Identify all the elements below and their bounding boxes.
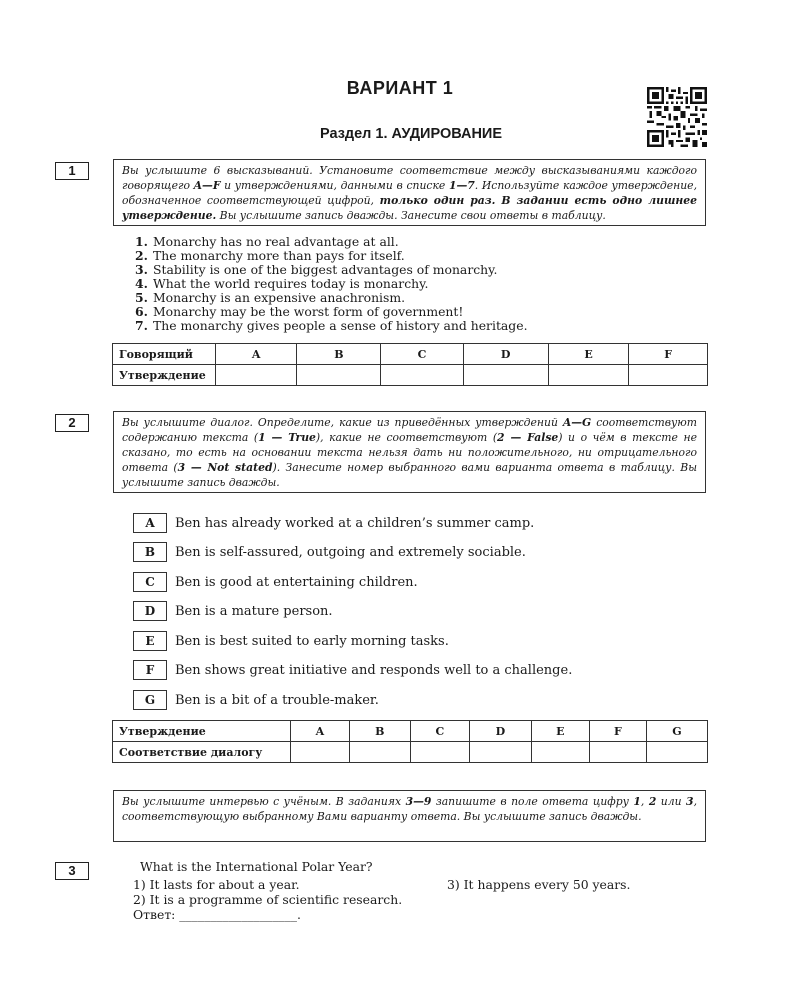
list-item: 7. The monarchy gives people a sense of history and heritage. <box>135 318 528 333</box>
statement-letter: A <box>133 513 167 533</box>
table-header-cell: F <box>629 344 708 365</box>
list-item: 2. The monarchy more than pays for itself. <box>135 248 405 263</box>
task-number-3: 3 <box>55 862 89 880</box>
answer-cell[interactable] <box>590 742 647 763</box>
answer-cell[interactable] <box>646 742 707 763</box>
table-header-cell: D <box>463 344 548 365</box>
table-header-cell: D <box>470 721 532 742</box>
answer-cell[interactable] <box>291 742 350 763</box>
qr-code-icon <box>647 87 707 147</box>
section-title: Раздел 1. АУДИРОВАНИЕ <box>319 126 503 142</box>
task2-answer-table <box>112 720 708 763</box>
answer-cell[interactable] <box>470 742 532 763</box>
list-item: 4. What the world requires today is monarchy. <box>135 276 429 291</box>
statement-letter: E <box>133 631 167 651</box>
table-header-cell: C <box>381 344 463 365</box>
statement-letter: F <box>133 660 167 680</box>
table-header-cell: A <box>291 721 350 742</box>
page-title: ВАРИАНТ 1 <box>346 78 454 98</box>
table-header-cell: B <box>349 721 410 742</box>
table-header-cell: F <box>590 721 647 742</box>
answer-cell[interactable] <box>349 742 410 763</box>
table-header-cell: Утверждение <box>113 721 291 742</box>
task3-question: What is the International Polar Year? <box>140 859 373 874</box>
list-item: F Ben shows great initiative and responds well to a challenge. <box>133 660 572 682</box>
statement-letter: C <box>133 572 167 592</box>
task-number-1: 1 <box>55 162 89 180</box>
list-item: 3. Stability is one of the biggest advantages of monarchy. <box>135 262 498 277</box>
task-number-2: 2 <box>55 414 89 432</box>
table-header-cell: B <box>297 344 381 365</box>
list-item: C Ben is good at entertaining children. <box>133 572 418 594</box>
table-row <box>113 721 708 742</box>
list-item: A Ben has already worked at a children’s summer camp. <box>133 513 534 535</box>
list-item: 1. Monarchy has no real advantage at all. <box>135 234 399 249</box>
answer-cell[interactable] <box>410 742 469 763</box>
table-header-cell: Утверждение <box>113 365 216 386</box>
table-header-cell: G <box>646 721 707 742</box>
statement-letter: D <box>133 601 167 621</box>
task3-option-2: 2) It is a programme of scientific research. <box>133 892 403 907</box>
task2-instruction: Вы услышите диалог. Определите, какие из приведённых утверждений A—G соответствуют содержанию текста (1 — True), какие не соответствуют (2 — False) и о чём в тексте не сказано, то есть на основании текста нельзя дать ни положительного, ни отрицательного ответа (3 — Not stated). Занесите номер выбранного вами варианта ответа в таблицу. Вы услышите запись дважды. <box>113 411 706 493</box>
table-header-cell: A <box>216 344 297 365</box>
statement-letter: B <box>133 542 167 562</box>
answer-cell[interactable] <box>216 365 297 386</box>
task3-option-1: 1) It lasts for about a year. <box>133 877 300 892</box>
list-item: B Ben is self-assured, outgoing and extremely sociable. <box>133 542 526 564</box>
answer-cell[interactable] <box>531 742 589 763</box>
answer-cell[interactable] <box>629 365 708 386</box>
list-item: E Ben is best suited to early morning tasks. <box>133 631 449 653</box>
table-header-cell: E <box>548 344 629 365</box>
list-item: 6. Monarchy may be the worst form of government! <box>135 304 464 319</box>
table-row <box>113 365 708 386</box>
list-item: G Ben is a bit of a trouble-maker. <box>133 690 379 712</box>
table-row <box>113 344 708 365</box>
answer-cell[interactable] <box>463 365 548 386</box>
task1-instruction: Вы услышите 6 высказываний. Установите соответствие между высказываниями каждого говорящего A—F и утверждениями, данными в списке 1—7. Используйте каждое утверждение, обозначенное соответствующей цифрой, только один раз. В задании есть одно лишнее утверждение. Вы услышите запись дважды. Занесите свои ответы в таблицу. <box>113 159 706 226</box>
answer-cell[interactable] <box>548 365 629 386</box>
table-row <box>113 742 708 763</box>
task1-statement-list <box>135 235 528 333</box>
statement-letter: G <box>133 690 167 710</box>
task3-answer-field[interactable]: Ответ: ___________________. <box>133 907 301 922</box>
tasks-3-9-instruction: Вы услышите интервью с учёным. В заданиях 3—9 запишите в поле ответа цифру 1, 2 или 3, соответствующую выбранному Вами варианту ответа. Вы услышите запись дважды. <box>113 790 706 842</box>
table-header-cell: C <box>410 721 469 742</box>
table-header-cell: Соответствие диалогу <box>113 742 291 763</box>
list-item: 5. Monarchy is an expensive anachronism. <box>135 290 406 305</box>
task1-answer-table <box>112 343 708 386</box>
table-header-cell: Говорящий <box>113 344 216 365</box>
task3-option-3: 3) It happens every 50 years. <box>447 877 631 892</box>
table-header-cell: E <box>531 721 589 742</box>
list-item: D Ben is a mature person. <box>133 601 333 623</box>
answer-cell[interactable] <box>297 365 381 386</box>
answer-cell[interactable] <box>381 365 463 386</box>
